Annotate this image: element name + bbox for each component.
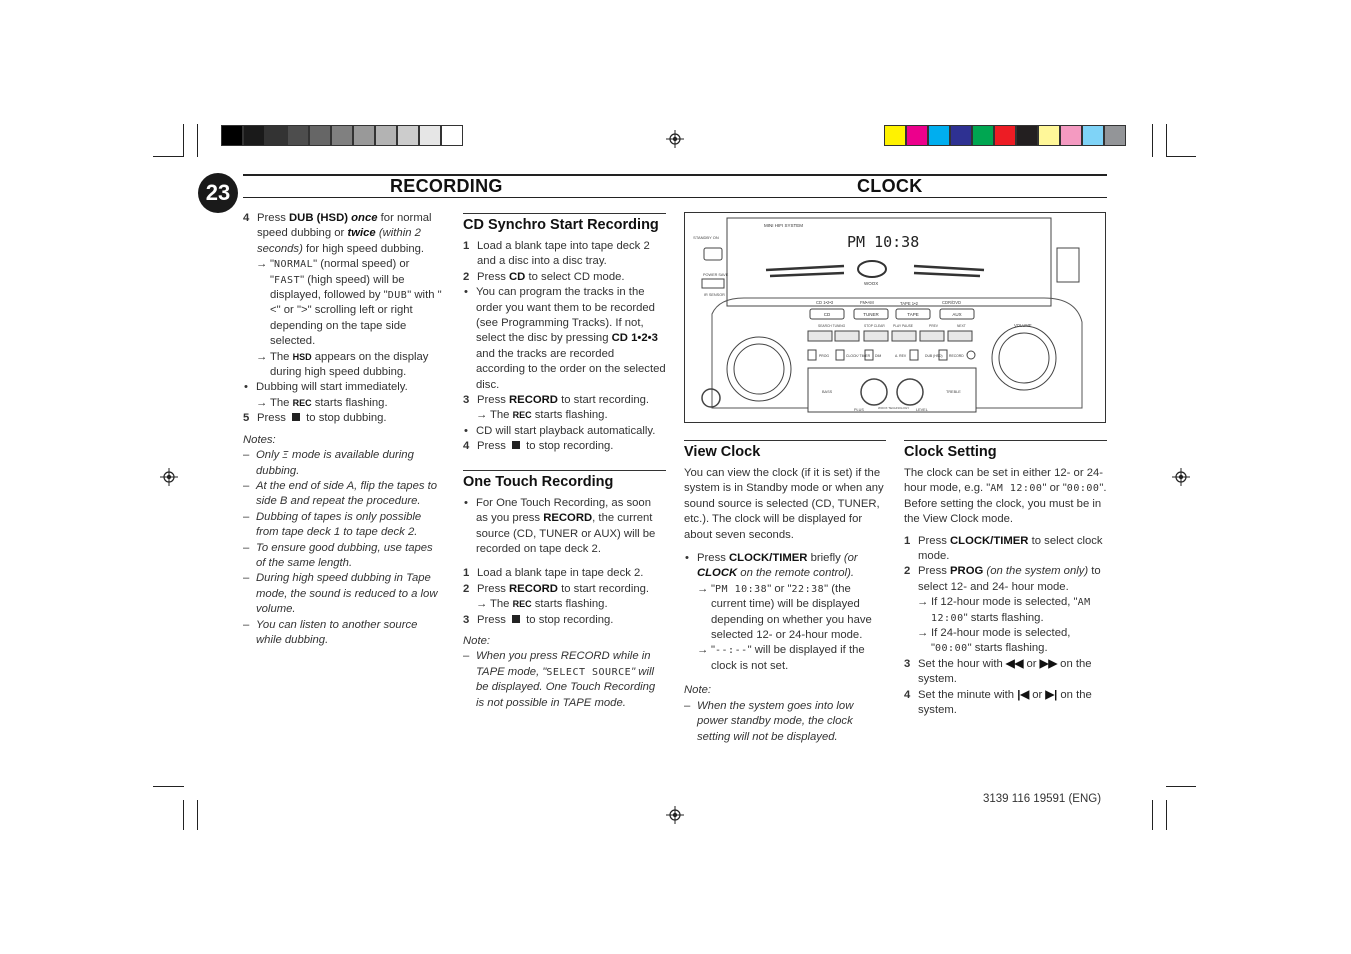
arrow-note-rec: → The REC starts flashing. bbox=[476, 409, 608, 422]
scroll-left-icon: < bbox=[270, 304, 277, 317]
func-label-clock-timer: CLOCK/ TIMER bbox=[846, 354, 871, 358]
transport-label-next: NEXT bbox=[957, 324, 966, 328]
step-3: 3 Set the hour with ◀◀ or ▶▶ on the system. bbox=[904, 657, 1092, 686]
calibration-swatch bbox=[243, 125, 265, 146]
bullet-press-clock-timer: • Press CLOCK/TIMER briefly (or CLOCK on the remote control). bbox=[685, 552, 858, 580]
section-title-recording: RECORDING bbox=[390, 176, 503, 196]
document-code: 3139 116 19591 (ENG) bbox=[983, 793, 1102, 805]
rewind-button[interactable] bbox=[808, 331, 832, 341]
prev-button[interactable] bbox=[920, 331, 944, 341]
column-view-clock bbox=[684, 440, 886, 745]
arrow-note-24h: → If 24-hour mode is selected, "00:00" starts flashing. bbox=[917, 627, 1071, 655]
calibration-swatch bbox=[972, 125, 994, 146]
calibration-swatch bbox=[1104, 125, 1126, 146]
stop-icon bbox=[512, 615, 520, 623]
woox-brand-label: WOOX bbox=[864, 281, 879, 286]
calibration-swatch bbox=[419, 125, 441, 146]
note-item: – During high speed dubbing in Tape mode, the sound is reduced to a low volume. bbox=[243, 572, 438, 616]
step-3: 3 Press to stop recording. bbox=[463, 613, 614, 626]
aux-button-label: AUX bbox=[952, 312, 962, 317]
heading-cd-synchro: CD Synchro Start Recording bbox=[463, 213, 666, 235]
step-2: 2 Press CD to select CD mode. bbox=[463, 270, 625, 283]
treble-label: TREBLE bbox=[946, 390, 961, 394]
note-item: – To ensure good dubbing, use tapes of the same length. bbox=[243, 541, 433, 569]
transport-label-prev: PREV bbox=[929, 324, 938, 328]
calibration-swatch bbox=[397, 125, 419, 146]
transport-label-search: SEARCH TUNING bbox=[818, 324, 846, 328]
calibration-swatch bbox=[906, 125, 928, 146]
calibration-swatch bbox=[1038, 125, 1060, 146]
arrow-note-not-set: → "--:--" will be displayed if the clock is not set. bbox=[697, 644, 865, 672]
transport-label-stop: STOP CLEAR bbox=[864, 324, 885, 328]
calibration-swatch bbox=[1016, 125, 1038, 146]
step-3: 3 Press RECORD to start recording. bbox=[463, 394, 650, 407]
source-label-cdr-dvd: CDR/DVD bbox=[942, 300, 962, 305]
step-5: 5 Press to stop dubbing. bbox=[243, 412, 387, 425]
section-title-clock: CLOCK bbox=[857, 176, 923, 196]
arrow-note-rec: → The REC starts flashing. bbox=[476, 598, 608, 611]
step-4: 4 Set the minute with |◀ or ▶| on the system. bbox=[904, 688, 1092, 717]
view-clock-intro: You can view the clock (if it is set) if the system is in Standby mode or when any sound source is selected (CD, TUNER, etc.). The clock will be displayed for about seven seconds. bbox=[684, 467, 884, 541]
calibration-swatch bbox=[375, 125, 397, 146]
notes-heading: Notes: bbox=[243, 433, 276, 446]
tuner-button-label: TUNER bbox=[863, 312, 879, 317]
stop-button[interactable] bbox=[864, 331, 888, 341]
arrow-note-time-display: → "PM 10:38" or "22:38" (the current time) will be displayed depending on whether you have selected 12- or 24-hour mode. bbox=[697, 582, 872, 642]
calibration-swatch bbox=[884, 125, 906, 146]
note-item: – Dubbing of tapes is only possible from tape deck 1 to tape deck 2. bbox=[243, 510, 422, 539]
calibration-swatch bbox=[1060, 125, 1082, 146]
func-label-a-rev: A. REV bbox=[895, 354, 907, 358]
column-clock-setting bbox=[904, 440, 1107, 719]
hifi-system-front-panel-illustration bbox=[684, 212, 1106, 423]
calibration-swatch bbox=[265, 125, 287, 146]
lcd-clock-readout: PM 10:38 bbox=[847, 233, 920, 251]
note-item: – You can listen to another source while dubbing. bbox=[243, 618, 418, 646]
header-rule-top bbox=[243, 174, 1107, 176]
play-pause-button[interactable] bbox=[892, 331, 916, 341]
step-4: 4 Press to stop recording. bbox=[463, 440, 614, 453]
note-item: – When you press RECORD while in TAPE mode, "SELECT SOURCE" will be displayed. One Touch Recording is not possible in TAPE mode. bbox=[463, 650, 656, 709]
step-2: 2 Press RECORD to start recording. bbox=[463, 582, 650, 595]
standby-label: STANDBY ON bbox=[693, 235, 719, 240]
cd-button-label: CD bbox=[823, 312, 831, 317]
heading-view-clock: View Clock bbox=[684, 440, 886, 462]
stop-icon bbox=[512, 441, 520, 449]
calibration-swatch bbox=[309, 125, 331, 146]
func-label-record: RECORD bbox=[949, 354, 964, 358]
tape-mode-icon: Ξ bbox=[282, 450, 289, 462]
tape-button-label: TAPE bbox=[907, 312, 919, 317]
arrow-note-display: → "NORMAL" (normal speed) or "FAST" (high speed) will be displayed, followed by "DUB" with "<" or ">" scrolling left or right depending on the tape side selected. bbox=[256, 258, 442, 348]
fast-forward-icon: ▶▶ bbox=[1039, 657, 1058, 670]
registration-mark-left bbox=[160, 468, 178, 486]
header-rule-bottom bbox=[243, 197, 1107, 198]
scroll-right-icon: > bbox=[300, 304, 308, 317]
calibration-swatch bbox=[331, 125, 353, 146]
standby-button[interactable] bbox=[704, 248, 722, 260]
next-button[interactable] bbox=[948, 331, 972, 341]
note-item: – Only Ξ mode is available during dubbing. bbox=[243, 449, 414, 477]
ir-sensor-label: IR SENSOR bbox=[704, 293, 725, 297]
func-label-dub: DUB (HSD) bbox=[925, 354, 943, 358]
calibration-swatch bbox=[441, 125, 463, 146]
power-save-label: POWER SAVE bbox=[703, 273, 729, 277]
registration-mark-bottom bbox=[666, 806, 684, 824]
bass-label: BASS bbox=[822, 390, 833, 394]
column-cd-synchro bbox=[463, 213, 666, 711]
column-dubbing bbox=[243, 211, 443, 648]
calibration-swatch bbox=[1082, 125, 1104, 146]
calibration-swatch bbox=[287, 125, 309, 146]
arrow-note-rec: → The REC starts flashing. bbox=[256, 396, 388, 409]
bullet-dubbing-start: • Dubbing will start immediately. bbox=[244, 381, 408, 394]
page-number: 23 bbox=[198, 173, 238, 213]
calibration-swatch bbox=[950, 125, 972, 146]
bullet-cd-playback: • CD will start playback automatically. bbox=[464, 424, 656, 437]
system-label: MINI HIFI SYSTEM bbox=[764, 223, 804, 228]
registration-mark-top bbox=[666, 130, 684, 148]
step-1: 1 Load a blank tape into tape deck 2 and a disc into a disc tray. bbox=[463, 240, 650, 268]
func-label-prog: PROG bbox=[819, 354, 829, 358]
step-1: 1 Press CLOCK/TIMER to select clock mode. bbox=[904, 534, 1103, 563]
bullet-one-touch: • For One Touch Recording, as soon as you press RECORD, the current source (CD, TUNER or AUX) will be recorded on tape deck 2. bbox=[464, 496, 656, 555]
fast-forward-button[interactable] bbox=[835, 331, 859, 341]
next-icon: ▶| bbox=[1045, 688, 1058, 701]
calibration-swatch bbox=[353, 125, 375, 146]
heading-one-touch: One Touch Recording bbox=[463, 470, 666, 492]
note-heading: Note: bbox=[463, 634, 491, 647]
heading-clock-setting: Clock Setting bbox=[904, 440, 1107, 462]
arrow-note-hsd: → The HSD appears on the display during high speed dubbing. bbox=[256, 350, 429, 379]
rewind-icon: ◀◀ bbox=[1005, 657, 1024, 670]
source-label-fm-am: FM•AM bbox=[860, 300, 874, 305]
step-1: 1 Load a blank tape in tape deck 2. bbox=[463, 567, 644, 580]
calibration-swatch bbox=[994, 125, 1016, 146]
level-label: LEVEL bbox=[916, 408, 928, 412]
plus-label: PLUS bbox=[854, 408, 864, 412]
source-label-cd: CD 1•2•3 bbox=[816, 300, 834, 305]
previous-icon: |◀ bbox=[1017, 688, 1030, 701]
volume-label: VOLUME bbox=[1014, 323, 1032, 328]
step-2: 2 Press PROG (on the system only) to select 12- and 24- hour mode. bbox=[904, 565, 1101, 593]
source-label-tape: TAPE 1•2 bbox=[900, 301, 918, 306]
calibration-swatch bbox=[928, 125, 950, 146]
step-4: 4 Press DUB (HSD) once for normal speed dubbing or twice (within 2 seconds) for high speed dubbing. bbox=[243, 212, 432, 255]
bullet-program: • You can program the tracks in the order you want them to be recorded (see Programming Tracks). If not, select the disc by pressing CD 1•2•3 and the tracks are recorded according to the order on the selected disc. bbox=[464, 286, 666, 391]
arrow-note-12h: → If 12-hour mode is selected, "AM 12:00" starts flashing. bbox=[917, 596, 1091, 624]
func-label-dim: DIM bbox=[875, 354, 882, 358]
note-heading: Note: bbox=[684, 684, 712, 697]
woox-technology-label: WOOX TECHNOLOGY bbox=[878, 406, 910, 410]
calibration-swatch bbox=[221, 125, 243, 146]
stop-icon bbox=[292, 413, 300, 421]
registration-mark-right bbox=[1172, 468, 1190, 486]
transport-label-play: PLAY PAUSE bbox=[893, 324, 913, 328]
note-item: – When the system goes into low power standby mode, the clock setting will not be displayed. bbox=[684, 699, 854, 743]
clock-setting-intro: The clock can be set in either 12- or 24-hour mode, e.g. "AM 12:00" or "00:00". Before setting the clock, you must be in the View Clock mode. bbox=[904, 467, 1107, 526]
note-item: – At the end of side A, flip the tapes to side B and repeat the procedure. bbox=[243, 479, 438, 508]
